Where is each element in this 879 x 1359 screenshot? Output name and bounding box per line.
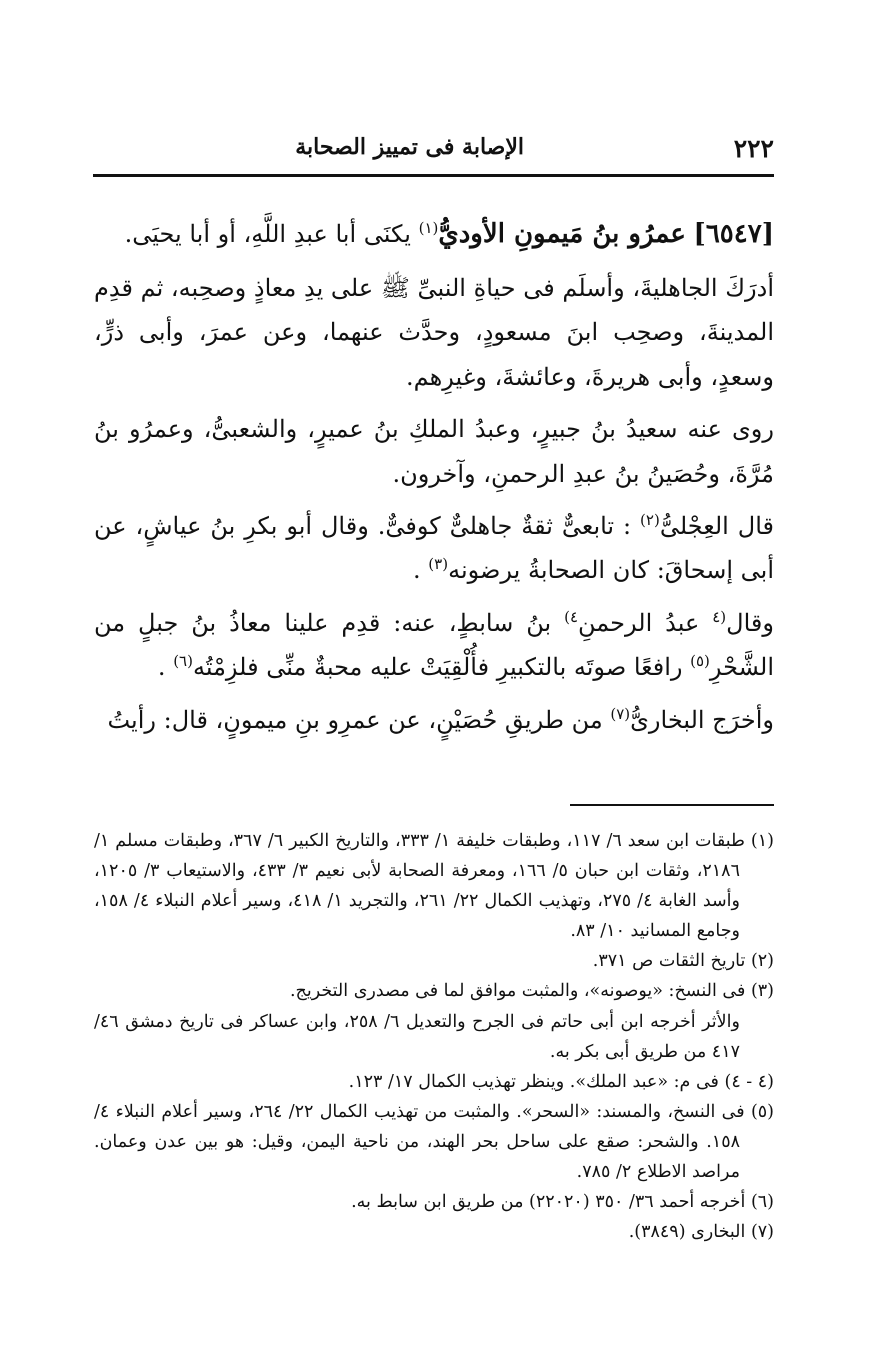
footnote-text: فى النسخ: «يوصونه»، والمثبت موافق لما فى مصدرى التخريج. xyxy=(289,981,746,1002)
footnote-6 xyxy=(94,1187,774,1217)
footnote-text: فى م: «عبد الملك». وينظر تهذيب الكمال ١٧/ ١٢٣. xyxy=(348,1071,719,1092)
footnote-text: أخرجه أحمد ٣٦/ ٣٥٠ (٢٢٠٢٠) من طريق ابن سابط به. xyxy=(351,1192,746,1213)
footnote-ref-4-close: ٤) xyxy=(564,607,579,626)
footnote-number: (٣) xyxy=(750,981,774,1002)
footnote-1 xyxy=(94,826,774,946)
text-segment: عبدُ الرحمنِ xyxy=(578,608,700,637)
footnote-3 xyxy=(94,976,774,1006)
footnotes xyxy=(94,826,774,1247)
footnote-ref-5: (٥) xyxy=(690,652,710,671)
footnote-number: (٥) xyxy=(750,1101,774,1122)
page-number: ٢٢٢ xyxy=(733,134,774,163)
footnote-number: (٦) xyxy=(750,1192,774,1213)
entry-heading-paragraph xyxy=(94,210,774,258)
text-segment: وأخرَج البخارىُّ xyxy=(630,705,774,734)
text-segment: وقال xyxy=(726,608,774,637)
main-text xyxy=(94,210,774,750)
entry-name: عمرُو بنُ مَيمونِ الأوديُّ xyxy=(438,219,686,249)
footnote-4 xyxy=(94,1067,774,1097)
footnote-7 xyxy=(94,1217,774,1247)
footnote-ref-7: (٧) xyxy=(610,704,631,723)
text-segment: . xyxy=(157,653,166,682)
footnote-text: طبقات ابن سعد ٦/ ١١٧، وطبقات خليفة ١/ ٣٣٣، والتاريخ الكبير ٦/ ٣٦٧، وطبقات مسلم ١/ ٢١٨٦، وثقات ابن حبان ٥/ ١٦٦، ومعرفة الصحابة لأبى نعيم ٣/ ٤٣٣، والاستيعاب ٣/ ١٢٠٥، وأسد الغابة ٤/ ٢٧٥، وتهذيب الكمال ٢٢/ ٢٦١، والتجريد ١/ ٤١٨، وسير أعلام النبلاء ٤/ ١٥٨، وجامع المسانيد ١٠/ ٨٣. xyxy=(94,831,745,942)
paragraph-bukhari xyxy=(94,698,774,742)
text-segment: قال العِجْلىُّ xyxy=(659,512,774,541)
running-title: الإصابة فى تمييز الصحابة xyxy=(295,134,524,160)
paragraph-biography: أدرَكَ الجاهليةَ، وأسلَم فى حياةِ النبىِّ ﷺ على يدِ معاذٍ وصحِبه، ثم قدِم المدينةَ، وصحِب ابنَ مسعودٍ، وحدَّث عنهما، وعن عمرَ، وأبى ذرٍّ، وسعدٍ، وأبى هريرةَ، وعائشةَ، وغيرِهم. xyxy=(94,274,774,391)
entry-kunya: يكنَى أبا عبدِ اللَّهِ، أو أبا يحيَى. xyxy=(124,220,411,248)
footnote-3-continuation: والأثر أخرجه ابن أبى حاتم فى الجرح والتعديل ٦/ ٢٥٨، وابن عساكر فى تاريخ دمشق ٤٦/ ٤١٧ من طريق أبى بكر به. xyxy=(94,1011,740,1062)
text-segment: رافعًا صوتَه بالتكبيرِ فأُلْقِيَتْ عليه محبةٌ منِّى فلزِمْتُه xyxy=(192,653,683,682)
paragraph-narrators: روى عنه سعيدُ بنُ جبيرٍ، وعبدُ الملكِ بنُ عميرٍ، والشعبىُّ، وعمرُو بنُ مُرَّةَ، وحُصَينُ بنُ عبدِ الرحمنِ، وآخرون. xyxy=(94,415,774,488)
text-segment: بنُ سابطٍ، عنه: قدِم علينا معاذُ بنُ جبلٍ من الشَّحْرِ xyxy=(94,608,774,682)
footnote-ref-4-open: (٤ xyxy=(712,607,727,626)
footnote-text: تاريخ الثقات ص ٣٧١. xyxy=(592,951,746,972)
page-header xyxy=(94,128,774,168)
footnote-2 xyxy=(94,946,774,976)
footnote-ref-3: (٣) xyxy=(428,555,449,574)
footnote-ref-6: (٦) xyxy=(173,652,193,671)
footnote-number: (٤ - ٤) xyxy=(724,1071,774,1092)
footnote-text: فى النسخ، والمسند: «السحر». والمثبت من تهذيب الكمال ٢٢/ ٢٦٤، وسير أعلام النبلاء ٤/ ١٥٨. والشحر: صقع على ساحل بحر الهند، من ناحية اليمن، وقيل: هو بين عدن وعمان. مراصد الاطلاع ٢/ ٧٨٥. xyxy=(94,1101,745,1183)
text-segment: . xyxy=(413,556,421,585)
footnote-text: البخارى (٣٨٤٩). xyxy=(628,1222,746,1243)
footnote-5 xyxy=(94,1097,774,1187)
footnote-number: (١) xyxy=(750,831,774,851)
footnote-number: (٧) xyxy=(750,1222,774,1243)
footnote-ref-1: (١) xyxy=(418,219,439,237)
text-segment: من طريقِ حُصَيْنٍ، عن عمرِو بنِ ميمونٍ، قال: رأيتُ xyxy=(107,705,603,734)
paragraph-ijli xyxy=(94,504,774,593)
footnote-separator xyxy=(570,804,774,806)
text-segment: : تابعىٌّ ثقةٌ جاهلىٌّ كوفىٌّ. وقال أبو بكرِ بنُ عياشٍ، عن أبى إسحاقَ: كان الصحابةُ يرضونه xyxy=(94,512,774,585)
paragraph-ibn-sabit xyxy=(94,601,774,690)
footnote-ref-2: (٢) xyxy=(640,511,660,530)
entry-number: [٦٥٤٧] xyxy=(693,219,774,249)
footnote-number: (٢) xyxy=(750,951,774,972)
header-rule xyxy=(93,174,774,177)
